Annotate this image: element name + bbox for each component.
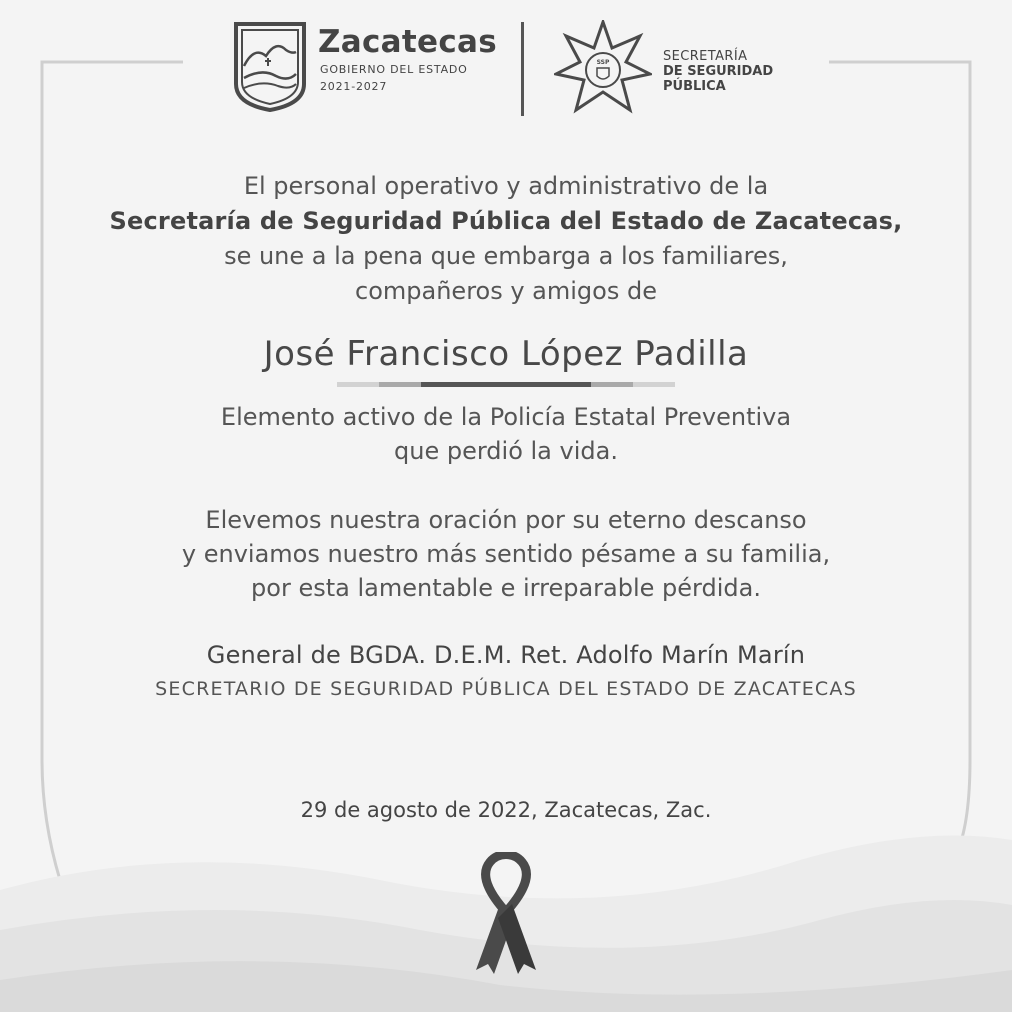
name-underline-left-mid (379, 382, 421, 387)
date-place: 29 de agosto de 2022, Zacatecas, Zac. (300, 798, 712, 822)
mourning-ribbon-icon (470, 852, 542, 974)
name-underline-left (337, 382, 379, 387)
intro-line-3: se une a la pena que embarga a los familiares, (224, 242, 788, 270)
role-line-1: Elemento activo de la Policía Estatal Preventiva (220, 403, 792, 431)
intro-line-2: Secretaría de Seguridad Pública del Estado de Zacatecas, (109, 207, 903, 235)
secretaria-line1: SECRETARÍA (663, 49, 748, 64)
header-divider (521, 22, 524, 116)
zacatecas-shield-logo (232, 20, 308, 112)
intro-line-1: El personal operativo y administrativo de la (243, 172, 769, 200)
prayer-line-2: y enviamos nuestro más sentido pésame a su familia, (181, 540, 831, 568)
signatory-title: SECRETARIO DE SEGURIDAD PÚBLICA DEL ESTADO DE ZACATECAS (155, 678, 857, 700)
deceased-name: José Francisco López Padilla (263, 334, 749, 374)
name-underline-center (421, 382, 591, 387)
intro-line-4: compañeros y amigos de (355, 277, 657, 305)
prayer-line-3: por esta lamentable e irreparable pérdida. (251, 574, 761, 602)
prayer-line-1: Elevemos nuestra oración por su eterno descanso (205, 506, 807, 534)
name-underline-right-mid (591, 382, 633, 387)
gobierno-subtitle: GOBIERNO DEL ESTADO (320, 63, 468, 76)
name-underline-right (633, 382, 675, 387)
role-line-2: que perdió la vida. (394, 437, 618, 465)
signatory-name: General de BGDA. D.E.M. Ret. Adolfo Marín Marín (206, 641, 806, 669)
secretaria-line2: DE SEGURIDAD (663, 64, 774, 79)
ssp-star-badge-icon (554, 20, 652, 118)
gobierno-name: Zacatecas (318, 24, 497, 60)
gobierno-years: 2021-2027 (320, 80, 388, 93)
ssp-badge-text: SSP (596, 59, 610, 66)
secretaria-line3: PÚBLICA (663, 79, 726, 94)
